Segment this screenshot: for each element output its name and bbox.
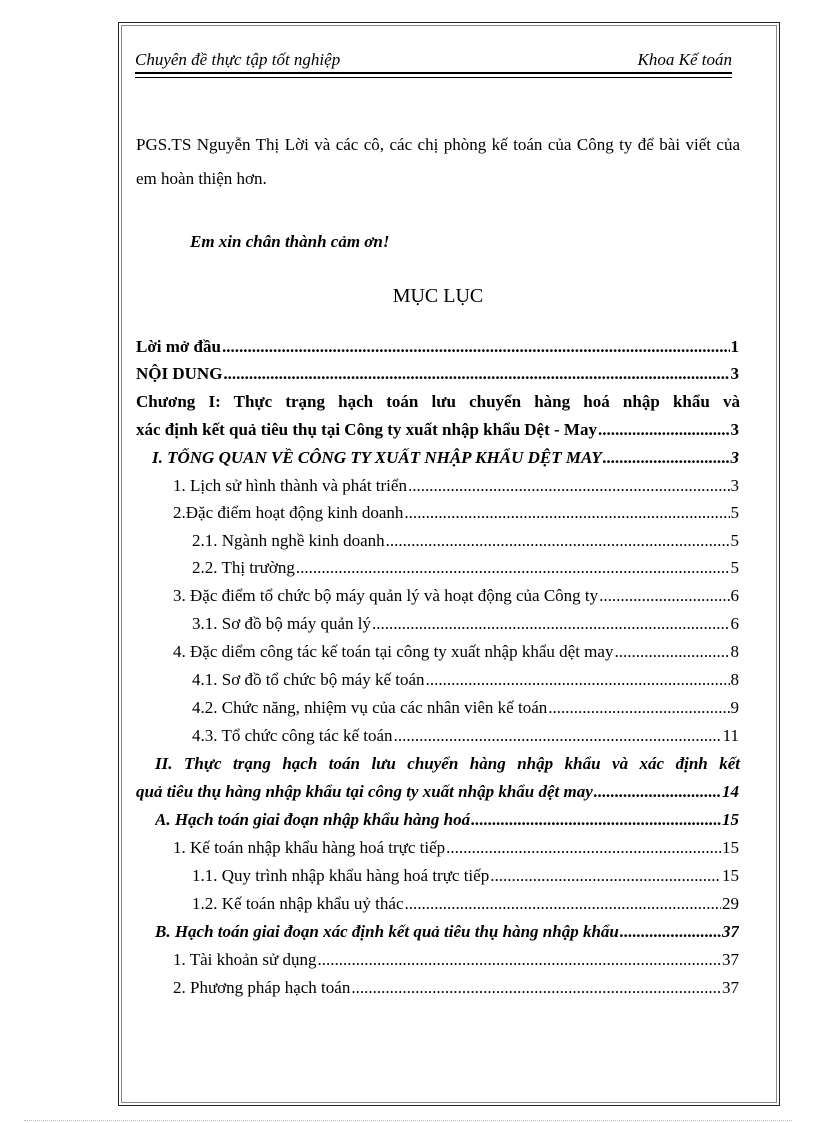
toc-entry-title: xác định kết quả tiêu thụ tại Công ty xuất nhập khẩu Dệt - May xyxy=(136,420,597,439)
toc-entry-title: NỘI DUNG xyxy=(136,364,223,383)
toc-entry-page: 15 xyxy=(722,838,739,857)
toc-entry-title: 4. Đặc diểm công tác kế toán tại công ty xuất nhập khẩu dệt may xyxy=(173,642,614,661)
toc-entry-title: B. Hạch toán giai đoạn xác định kết quả tiêu thụ hàng nhập khẩu xyxy=(155,922,619,941)
toc-entry-page: 5 xyxy=(730,503,739,522)
toc-entry[interactable] xyxy=(192,670,739,696)
toc-entry[interactable] xyxy=(136,337,739,363)
toc-entry-page: 8 xyxy=(730,670,739,689)
toc-entry-page: 14 xyxy=(722,782,739,801)
toc-entry-title: 1. Lịch sử hình thành và phát triển xyxy=(173,476,407,495)
toc-title: MỤC LỤC xyxy=(392,285,484,307)
toc-entry-page: 29 xyxy=(722,894,739,913)
toc-entry-title: 4.3. Tổ chức công tác kế toán xyxy=(192,726,393,745)
toc-entry[interactable] xyxy=(192,558,739,584)
toc-entry-title: 2.1. Ngành nghề kinh doanh xyxy=(192,531,385,550)
toc-entry-page: 3 xyxy=(730,364,739,383)
toc-entry-title: Lời mở đầu xyxy=(136,337,221,356)
toc-entry-page: 5 xyxy=(730,558,739,577)
toc-entry[interactable] xyxy=(173,476,739,502)
toc-entry[interactable] xyxy=(173,586,739,612)
toc-entry-title: I. TỔNG QUAN VỀ CÔNG TY XUẤT NHẬP KHẨU DỆT MAY xyxy=(152,448,602,467)
toc-entry-title: quả tiêu thụ hàng nhập khẩu tại công ty xuất nhập khẩu dệt may xyxy=(136,782,593,801)
toc-entry-page: 6 xyxy=(730,586,739,605)
toc-entry-page: 1 xyxy=(730,337,739,356)
toc-entry-page: 3 xyxy=(730,476,739,495)
toc-entry-page: 37 xyxy=(722,978,739,997)
toc-entry-page: 15 xyxy=(722,810,739,829)
toc-entry[interactable] xyxy=(192,531,739,557)
page-header xyxy=(135,48,732,74)
intro-paragraph: PGS.TS Nguyễn Thị Lời và các cô, các chị phòng kế toán của Công ty để bài viết của em hoàn thiện hơn. xyxy=(136,135,740,188)
toc-entry-page: 15 xyxy=(722,866,739,885)
page-bottom-dotted-line xyxy=(24,1120,792,1121)
toc-entry[interactable] xyxy=(192,698,739,724)
header-rule-thin xyxy=(135,77,732,78)
toc-entry-page: 3 xyxy=(730,448,739,467)
toc-entry-title: 3.1. Sơ đồ bộ máy quản lý xyxy=(192,614,371,633)
header-right-text: Khoa Kế toán xyxy=(637,50,732,69)
thanks-line: Em xin chân thành cảm ơn! xyxy=(190,232,390,251)
toc-entry-title: 2. Phương pháp hạch toán xyxy=(173,978,351,997)
toc-entry-page: 5 xyxy=(730,531,739,550)
toc-entry-title: 2.Đặc điểm hoạt động kinh doanh xyxy=(173,503,404,522)
toc-entry-title-line1: II. Thực trạng hạch toán lưu chuyển hàng nhập khẩu và xác định kết xyxy=(155,754,740,773)
toc-entry-title: 1. Kế toán nhập khẩu hàng hoá trực tiếp xyxy=(173,838,446,857)
toc-entry[interactable] xyxy=(155,922,739,948)
toc-entry[interactable] xyxy=(192,866,739,892)
toc-entry-page: 9 xyxy=(730,698,739,717)
toc-entry[interactable] xyxy=(152,448,739,474)
toc-entry-page: 11 xyxy=(722,726,739,745)
toc-entry-title: A. Hạch toán giai đoạn nhập khẩu hàng hoá xyxy=(155,810,471,829)
toc-entry-title: 2.2. Thị trường xyxy=(192,558,295,577)
toc-entry-title: 1.1. Quy trình nhập khẩu hàng hoá trực tiếp xyxy=(192,866,490,885)
toc-entry-page: 8 xyxy=(730,642,739,661)
toc-entry-title: 4.1. Sơ đồ tổ chức bộ máy kế toán xyxy=(192,670,425,689)
toc-entry[interactable] xyxy=(192,894,739,920)
toc-entry[interactable] xyxy=(136,420,739,446)
header-rule xyxy=(135,72,732,74)
toc-entry[interactable] xyxy=(155,810,739,836)
toc-entry[interactable] xyxy=(173,838,739,864)
toc-entry[interactable] xyxy=(136,364,739,390)
toc-entry-page: 37 xyxy=(722,950,739,969)
toc-entry-title-line1: Chương I: Thực trạng hạch toán lưu chuyển hàng hoá nhập khẩu và xyxy=(136,392,740,411)
toc-entry-title: 3. Đặc điểm tổ chức bộ máy quản lý và hoạt động của Công ty xyxy=(173,586,599,605)
toc-entry-title: 1. Tài khoản sử dụng xyxy=(173,950,317,969)
toc-entry-page: 3 xyxy=(730,420,739,439)
toc-entry[interactable] xyxy=(192,726,739,752)
toc-entry[interactable] xyxy=(136,782,739,808)
toc-entry[interactable] xyxy=(192,614,739,640)
toc-entry[interactable] xyxy=(173,642,739,668)
toc-entry[interactable] xyxy=(173,978,739,1004)
toc-entry-page: 6 xyxy=(730,614,739,633)
toc-entry-title: 4.2. Chức năng, nhiệm vụ của các nhân viên kế toán xyxy=(192,698,548,717)
toc-entry[interactable] xyxy=(173,950,739,976)
toc-entry[interactable] xyxy=(173,503,739,529)
header-left-text: Chuyên đề thực tập tốt nghiệp xyxy=(135,50,341,69)
toc-entry-title: 1.2. Kế toán nhập khẩu uỷ thác xyxy=(192,894,404,913)
toc-entry-page: 37 xyxy=(722,922,739,941)
